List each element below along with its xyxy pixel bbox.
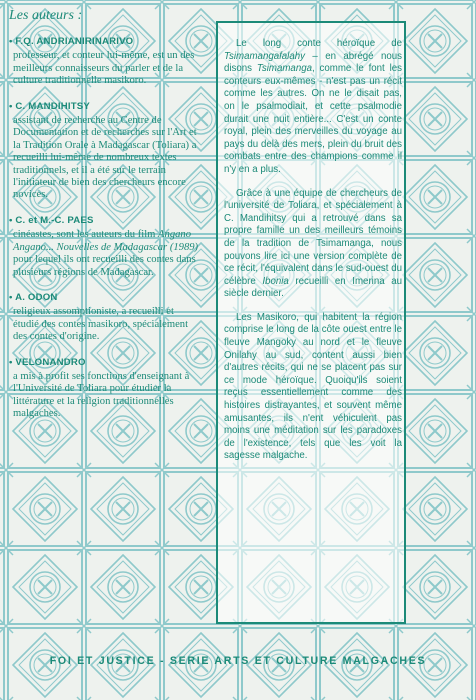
author-name: • C. MANDIHITSY [9,100,90,112]
author-entry [9,101,199,202]
authors-column [9,8,199,434]
summary-italic-title: Tsimamangafalahy [224,50,305,62]
summary-paragraph [224,188,402,301]
summary-text-run: Le long conte héroïque de [236,38,402,49]
author-description: a mis à profit ses fonctions d'enseignant à l'Université de Toliara pour étudier la littérature et la religion traditionnelles malgaches. [13,370,190,420]
author-description: professeur, et conteur lui-même, est un des meilleurs connaisseurs du parler et de la culture traditionnelle masikoro. [13,50,195,87]
authors-heading: Les auteurs : [9,8,83,23]
author-name: • A. ODON [9,291,58,303]
summary-italic-title: Ibonia [262,275,289,287]
summary-text-run: Grâce à une équipe de chercheurs de l'université de Toliara, et spécialement à C. Mandihitsy qui a retrouvé dans sa propre famille un des meilleurs témoins de la tradition de Tsimamanga, nous pouvons lire ici une version complète de ce récit, l'équivalent dans le sud-ouest du célèbre [224,187,402,287]
summary-paragraph: Les Masikoro, qui habitent la région comprise le long de la côte ouest entre le fleuve Mangoky au nord et le fleuve Onilahy au sud, content aussi bien d'autres récits, qui ne se placent pas sur ce mode héroïque. Quoiqu'ils soient reçus essentiellement comme des histoires distrayantes, et souvent même amusantes, ils n'ent véhiculent pas moins une méditation sur les paradoxes de l'existence, tels que les voit la sagesse malgache. [224,311,402,462]
author-description: religieux assomptioniste, a recueilli et étudié des contes masikoro, spécialement des contes d'origine. [13,306,189,343]
author-entry [9,292,199,344]
author-description: assistant de recherche au Centre de Documentation et de recherches sur l'Art et la Tradition Orale à Madagascar (Toliara) a recueilli lui-même de nombreux textes traditionnels, et il a été sur le terrain l'initiateur de bien des chercheurs encore novices. [13,115,197,201]
author-entry [9,357,199,421]
author-entry [9,215,199,279]
author-entry [9,36,199,88]
summary-paragraph [224,38,402,177]
author-description [9,229,199,279]
summary-text [224,38,402,474]
author-name: • VELONANDRO [9,356,86,368]
summary-text-run: recueilli en Imerina au siècle dernier. [224,275,402,300]
series-footer: FOI ET JUSTICE - SERIE ARTS ET CULTURE MALGACHES [49,655,427,667]
summary-text-run: – en abrégé nous disons [224,50,402,75]
author-description-text: cinéastes, sont les auteurs du film [13,229,159,241]
author-name: • F.Q. ANDRIANIRINARIVO [9,36,134,47]
summary-italic-title: Tsimamanga [256,63,312,75]
summary-text-run: , comme le font les conteurs eux-mêmes - n'est pas un récit comme les autres. On ne le disait pas, on le psalmodiait, et cette psalmodie durait une nuit entière... C'est un conte royal, plein des merveilles du voyage au pays du delà des mers, plein du bruit des combats entre des champions comme il n'y en a plus. [224,63,402,175]
author-name: • C. et M.-C. PAES [9,214,94,226]
author-description-text: pour lequel ils ont recueilli des contes dans plusieurs régions de Madagascar. [13,254,196,278]
film-title: Angano Angano... Nouvelles de Madagascar (1989) [13,229,199,253]
